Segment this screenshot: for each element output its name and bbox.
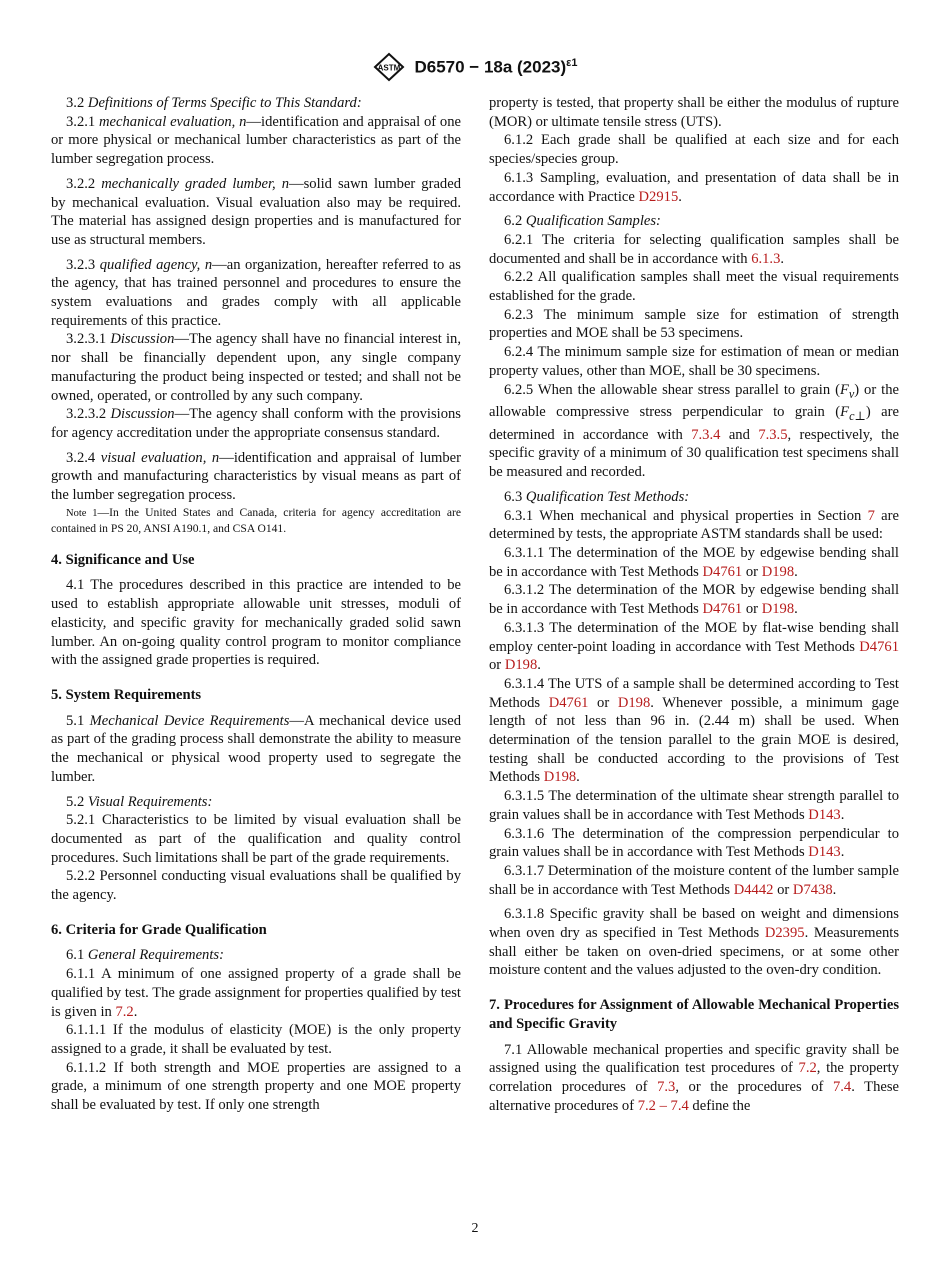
para-3-2-4: 3.2.4 visual evaluation, n—identification and appraisal of lumber growth and manufacturing characteristics by visual means as part of the lumber segregation process.	[51, 449, 461, 504]
para-3-2-3-2: 3.2.3.2 Discussion—The agency shall conform with the provisions for agency accreditation under the appropriate consensus standard.	[51, 406, 461, 441]
link-7-3-5[interactable]: 7.3.5	[758, 426, 788, 443]
para-continuation: property is tested, that property shall be either the modulus of rupture (MOR) or ultimate tensile stress (UTS).	[489, 95, 899, 130]
para-6-3-1-2: 6.3.1.2 The determination of the MOR by edgewise bending shall be in accordance with Test Methods D4761 or D198.	[489, 582, 899, 618]
para-6-2-4: 6.2.4 The minimum sample size for estimation of mean or median property values, other than MOE, shall be 30 specimens.	[489, 344, 899, 379]
link-7-3-4[interactable]: 7.3.4	[691, 426, 721, 443]
para-6-1: 6.1 General Requirements:	[66, 947, 224, 964]
para-3-2-1: 3.2.1 mechanical evaluation, n—identification and appraisal of one or more physical or mechanical lumber characteristics as part of the lumber segregation process.	[51, 113, 461, 168]
link-d198[interactable]: D198	[761, 563, 795, 580]
astm-logo-icon	[372, 52, 406, 82]
section-6-heading: 6. Criteria for Grade Qualification	[51, 921, 267, 938]
para-5-2-2: 5.2.2 Personnel conducting visual evaluations shall be qualified by the agency.	[51, 868, 461, 904]
left-column	[51, 94, 461, 1115]
section-7-heading: 7. Procedures for Assignment of Allowable Mechanical Properties and Specific Gravity	[489, 997, 899, 1032]
link-d7438[interactable]: D7438	[792, 881, 833, 898]
page-header	[0, 52, 950, 86]
svg-text:ASTM: ASTM	[378, 63, 401, 73]
link-d143[interactable]: D143	[808, 806, 841, 823]
link-7-3[interactable]: 7.3	[657, 1078, 676, 1095]
epsilon-superscript: ε1	[566, 56, 578, 69]
note-1: Note 1—In the United States and Canada, criteria for agency accreditation are contained in PS 20, ANSI A190.1, and CSA O141.	[51, 505, 461, 536]
para-6-1-2: 6.1.2 Each grade shall be qualified at each size and for each species/species group.	[489, 132, 899, 168]
link-d4761[interactable]: D4761	[548, 694, 589, 711]
para-4-1: 4.1 The procedures described in this practice are intended to be used to establish appropriate allowable unit stresses, moduli of elasticity, and specific gravity for mechanically graded solid sawn lumber. An on-going quality control program to monitor compliance with the assigned grade properties is required.	[51, 577, 461, 669]
para-6-3-1-3: 6.3.1.3 The determination of the MOE by flat-wise bending shall employ center-point loading in accordance with Test Methods D4761 or D198.	[489, 619, 899, 674]
para-3-2-2: 3.2.2 mechanically graded lumber, n—solid sawn lumber graded by mechanical evaluation. Visual evaluation also may be required. The material has assigned design properties and is manufactured for use as structural members.	[51, 175, 461, 248]
link-d198[interactable]: D198	[543, 769, 577, 786]
para-6-2-5: 6.2.5 When the allowable shear stress parallel to grain $(F_v)$ or the allowable compressive stress perpendicular to grain $(F_{c\perp})$ are determined in accordance with 7.3.4 and 7.3.5, respectively, the specific gravity of a minimum of 30 qualification test specimens shall be measured and recorded.	[489, 381, 900, 481]
para-6-3-1-7: 6.3.1.7 Determination of the moisture content of the lumber sample shall be in accordance with Test Methods D4442 or D7438.	[489, 862, 899, 898]
link-d143[interactable]: D143	[808, 844, 841, 861]
para-6-2-2: 6.2.2 All qualification samples shall meet the visual requirements established for the grade.	[489, 269, 899, 305]
link-d198[interactable]: D198	[504, 657, 538, 674]
page-number: 2	[471, 1221, 479, 1236]
para-6-1-1-2: 6.1.1.2 If both strength and MOE properties are assigned to a grade, a minimum of one strength property and one MOE property shall be evaluated by test. If only one strength	[51, 1059, 461, 1114]
para-7-1: 7.1 Allowable mechanical properties and specific gravity shall be assigned using the qualification test procedures of 7.2, the property correlation procedures of 7.3, or the procedures of 7.4. These alternative procedures of 7.2 – 7.4 define the	[489, 1041, 899, 1114]
link-d198[interactable]: D198	[761, 601, 795, 618]
link-7-4[interactable]: 7.4	[832, 1078, 852, 1095]
para-3-2-3-1: 3.2.3.1 Discussion—The agency shall have no financial interest in, nor shall be financially dependent upon, any single company manufacturing the product being inspected or tested; and shall not be owned, operated, or controlled by any such company.	[51, 331, 461, 404]
para-6-3-1-6: 6.3.1.6 The determination of the compression perpendicular to grain values shall be in accordance with Test Methods D143.	[489, 825, 899, 861]
right-column	[489, 94, 899, 1115]
para-6-3: 6.3 Qualification Test Methods:	[504, 488, 690, 505]
para-6-2-3: 6.2.3 The minimum sample size for estimation of strength properties and MOE shall be 53 specimens.	[489, 306, 899, 342]
para-5-2: 5.2 Visual Requirements:	[66, 793, 213, 810]
link-d198[interactable]: D198	[617, 694, 651, 711]
para-5-2-1: 5.2.1 Characteristics to be limited by visual evaluation shall be documented as part of the qualification and quality control procedures. Such limitations shall be part of the grade requirements.	[51, 812, 461, 866]
para-6-1-1-1: 6.1.1.1 If the modulus of elasticity (MOE) is the only property assigned to a grade, it shall be evaluated by test.	[51, 1022, 461, 1057]
para-6-1-1: 6.1.1 A minimum of one assigned property of a grade shall be qualified by test. The grade assignment for properties qualified by test is given in 7.2.	[51, 966, 461, 1020]
para-6-3-1-1: 6.3.1.1 The determination of the MOE by edgewise bending shall be in accordance with Test Methods D4761 or D198.	[489, 544, 899, 580]
link-7-2[interactable]: 7.2	[115, 1003, 134, 1020]
link-d4761[interactable]: D4761	[859, 638, 899, 655]
link-d2395[interactable]: D2395	[764, 925, 805, 942]
para-6-2: 6.2 Qualification Samples:	[504, 213, 661, 230]
link-7-2[interactable]: 7.2	[798, 1060, 817, 1077]
para-6-2-1: 6.2.1 The criteria for selecting qualification samples shall be documented and shall be in accordance with 6.1.3.	[489, 231, 899, 267]
para-3-2-3: 3.2.3 qualified agency, n—an organization, hereafter referred to as the agency, that has trained personnel and procedures to ensure the system evaluations and grades comply with all applicable requirements of this practice.	[51, 256, 461, 329]
symbol-fc: F	[840, 404, 850, 421]
para-6-3-1-4: 6.3.1.4 The UTS of a sample shall be determined according to Test Methods D4761 or D198. Whenever possible, a minimum gage length of not less than 96 in. (2.44 m) shall be used. When determination of the tension parallel to the grain MOE is desired, testing shall be conducted according to the provisions of Test Methods D198.	[489, 675, 899, 786]
link-d4442[interactable]: D4442	[733, 881, 774, 898]
section-5-heading: 5. System Requirements	[51, 686, 202, 703]
section-4-heading: 4. Significance and Use	[51, 551, 195, 568]
link-7-2-to-7-4[interactable]: 7.2 – 7.4	[637, 1097, 689, 1114]
link-d4761[interactable]: D4761	[702, 563, 743, 580]
link-d2915[interactable]: D2915	[638, 188, 679, 205]
symbol-fv: F	[839, 381, 849, 398]
standard-designation: D6570 − 18a $(2023)^{\varepsilon 1}$	[414, 56, 578, 77]
link-d4761[interactable]: D4761	[702, 601, 743, 618]
para-3-2: 3.2 Definitions of Terms Specific to This Standard:	[66, 95, 362, 111]
link-6-1-3[interactable]: 6.1.3	[751, 250, 781, 267]
para-6-1-3: 6.1.3 Sampling, evaluation, and presentation of data shall be in accordance with Practice D2915.	[489, 169, 899, 205]
para-5-1: 5.1 Mechanical Device Requirements—A mechanical device used as part of the grading process shall demonstrate the ability to measure the mechanical or physical wood property used to segregate the lumber.	[51, 712, 461, 785]
para-6-3-1-5: 6.3.1.5 The determination of the ultimate shear strength parallel to grain values shall be in accordance with Test Methods D143.	[489, 788, 899, 823]
para-6-3-1: 6.3.1 When mechanical and physical properties in Section 7 are determined by tests, the appropriate ASTM standards shall be used:	[489, 507, 899, 543]
link-section-7[interactable]: 7	[867, 507, 875, 524]
para-6-3-1-8: 6.3.1.8 Specific gravity shall be based on weight and dimensions when oven dry as specified in Test Methods D2395. Measurements shall either be taken on oven-dried specimens, or at some other moisture content and the values adjusted to the oven-dry condition.	[489, 906, 899, 979]
